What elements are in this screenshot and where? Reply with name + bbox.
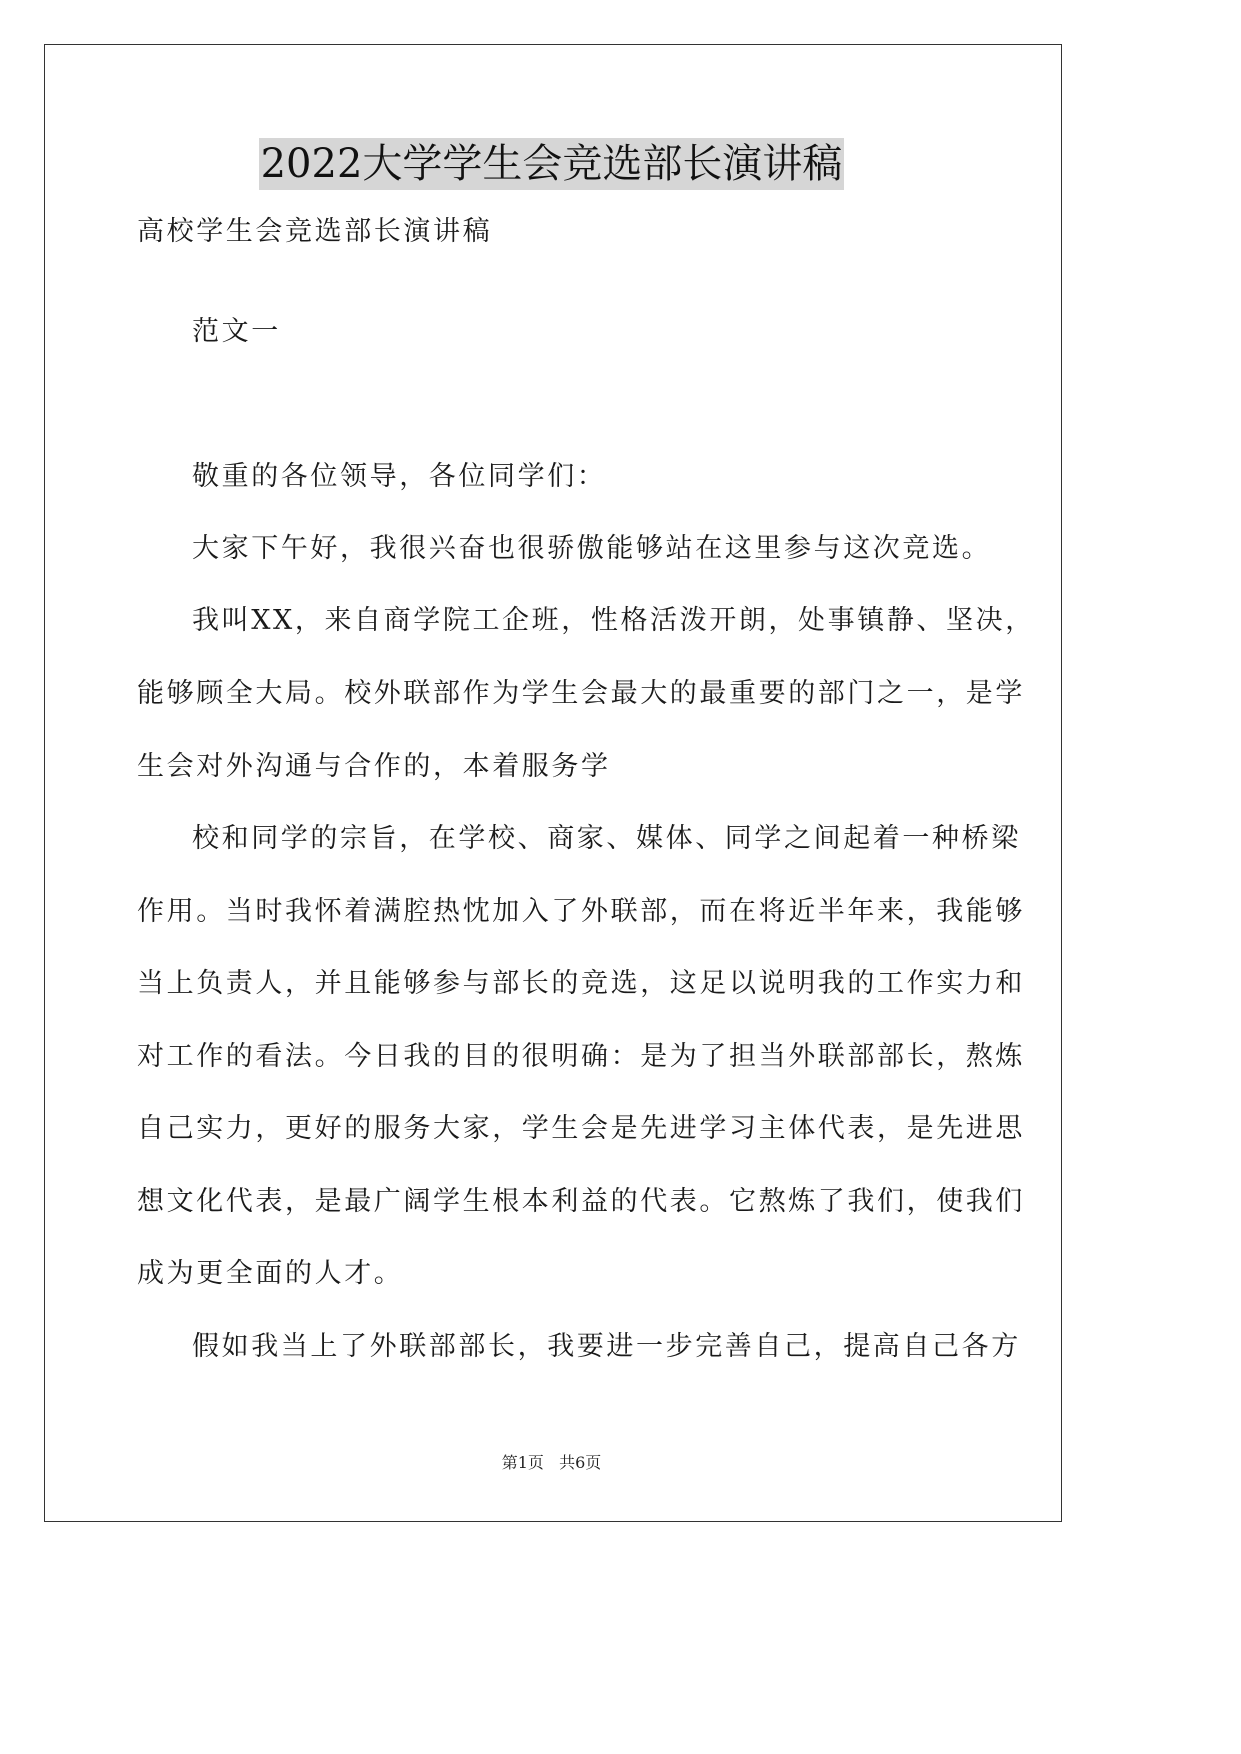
text-line: 能够顾全大局。校外联部作为学生会最大的最重要的部门之一，是学 (137, 678, 1025, 709)
text-line: 当上负责人，并且能够参与部长的竞选，这足以说明我的工作实力和 (137, 968, 1025, 999)
text-line: 自己实力，更好的服务大家，学生会是先进学习主体代表，是先进思 (137, 1113, 1025, 1144)
text-line: 我叫XX，来自商学院工企班，性格活泼开朗，处事镇静、坚决， (192, 605, 1035, 636)
text-line: 生会对外沟通与合作的，本着服务学 (137, 751, 611, 782)
text-line: 假如我当上了外联部部长，我要进一步完善自己，提高自己各方 (192, 1331, 1021, 1362)
title-container (0, 138, 1103, 190)
text-line: 作用。当时我怀着满腔热忱加入了外联部，而在将近半年来，我能够 (137, 896, 1025, 927)
text-line: 范文一 (192, 316, 281, 347)
text-line: 校和同学的宗旨，在学校、商家、媒体、同学之间起着一种桥梁 (192, 823, 1021, 854)
text-line: 成为更全面的人才。 (137, 1258, 404, 1289)
text-line: 敬重的各位领导，各位同学们： (192, 461, 607, 492)
document-title: 2022大学学生会竞选部长演讲稿 (259, 138, 845, 190)
page-footer: 第1页 共6页 (501, 1453, 602, 1472)
text-line: 想文化代表，是最广阔学生根本利益的代表。它熬炼了我们，使我们 (137, 1186, 1025, 1217)
text-line: 大家下午好，我很兴奋也很骄傲能够站在这里参与这次竞选。 (192, 533, 992, 564)
text-line: 对工作的看法。今日我的目的很明确：是为了担当外联部部长，熬炼 (137, 1041, 1025, 1072)
text-line: 高校学生会竞选部长演讲稿 (137, 216, 493, 247)
